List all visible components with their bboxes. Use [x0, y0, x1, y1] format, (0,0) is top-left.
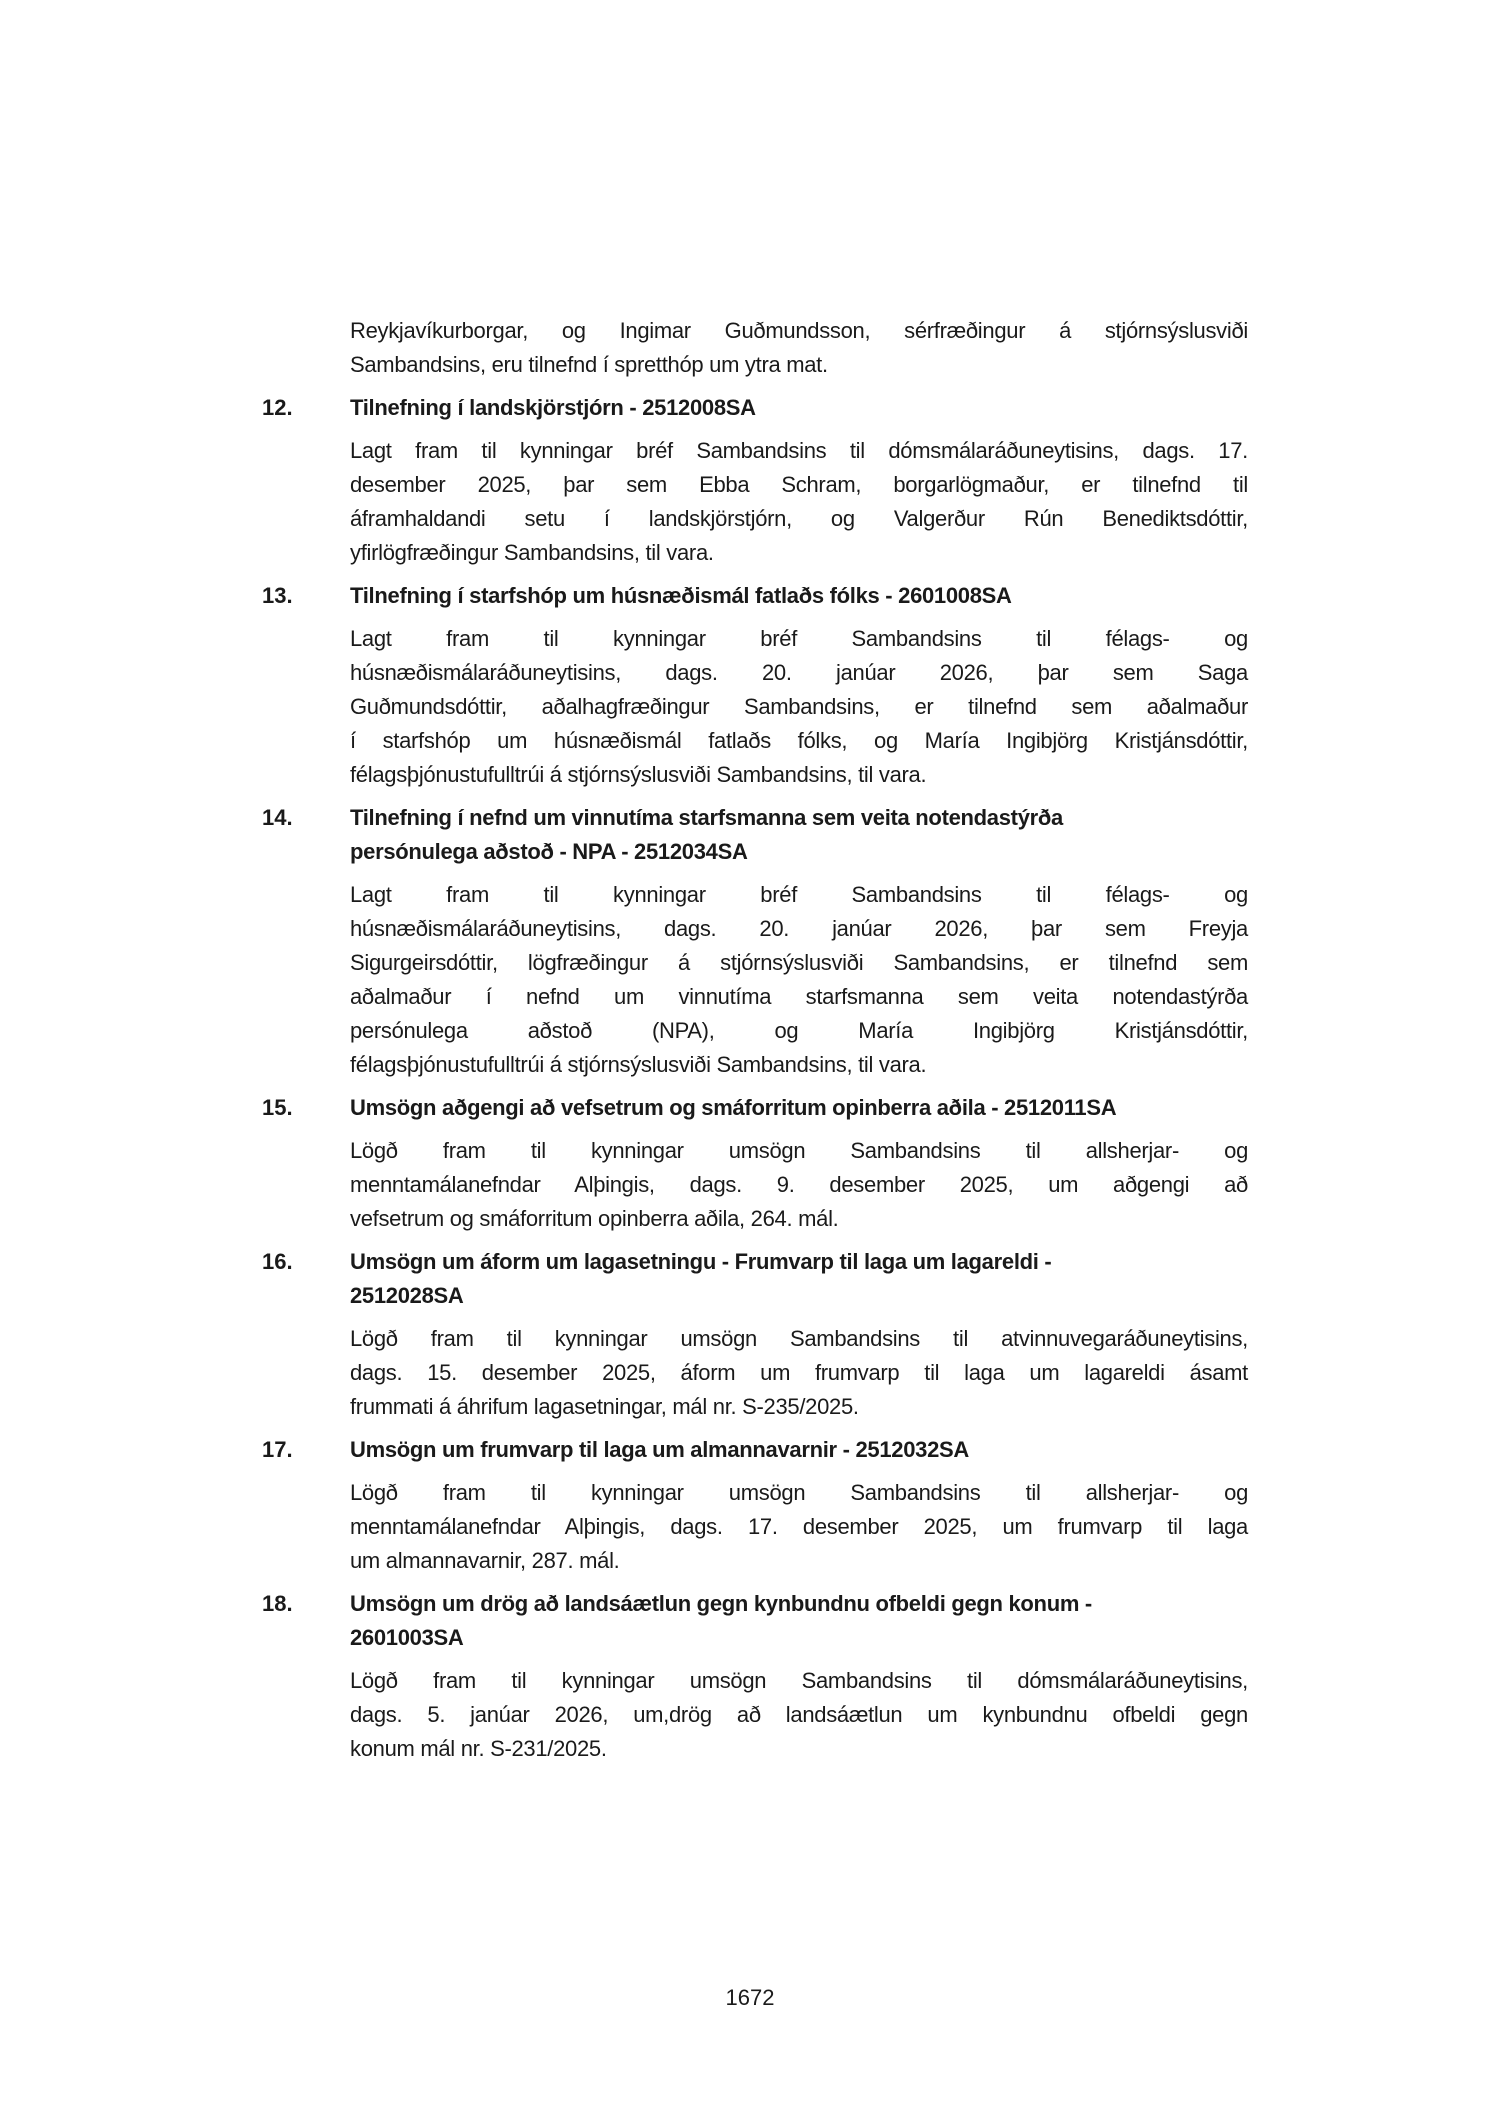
- intro-paragraph: [350, 314, 1248, 382]
- agenda-item-heading: [262, 579, 1248, 613]
- text-line: persónulega aðstoð - NPA - 2512034SA: [350, 839, 748, 864]
- text-line: Lögð fram til kynningar umsögn Sambandsins til allsherjar- og: [350, 1138, 1248, 1163]
- text-line: Lögð fram til kynningar umsögn Sambandsins til dómsmálaráðuneytisins,: [350, 1668, 1248, 1693]
- item-body: [350, 1664, 1248, 1766]
- text-line: vefsetrum og smáforritum opinberra aðila, 264. mál.: [350, 1206, 839, 1231]
- agenda-item-heading: [262, 391, 1248, 425]
- item-title: [350, 1091, 1248, 1125]
- agenda-item-heading: [262, 1091, 1248, 1125]
- text-line: Umsögn um drög að landsáætlun gegn kynbundnu ofbeldi gegn konum -: [350, 1591, 1092, 1616]
- text-line: Umsögn um áform um lagasetningu - Frumvarp til laga um lagareldi -: [350, 1249, 1052, 1274]
- text-line: félagsþjónustufulltrúi á stjórnsýslusviði Sambandsins, til vara.: [350, 762, 927, 787]
- text-line: í starfshóp um húsnæðismál fatlaðs fólks, og María Ingibjörg Kristjánsdóttir,: [350, 728, 1248, 753]
- text-line: Lagt fram til kynningar bréf Sambandsins til félags- og: [350, 882, 1248, 907]
- item-title: [350, 801, 1248, 869]
- text-line: 2601003SA: [350, 1625, 464, 1650]
- text-line: áframhaldandi setu í landskjörstjórn, og Valgerður Rún Benediktsdóttir,: [350, 506, 1248, 531]
- text-line: menntamálanefndar Alþingis, dags. 17. desember 2025, um frumvarp til laga: [350, 1514, 1248, 1539]
- item-body: [350, 622, 1248, 792]
- item-number: 12.: [262, 395, 293, 420]
- item-body: [350, 1476, 1248, 1578]
- item-title: [350, 1587, 1248, 1655]
- text-line: 2512028SA: [350, 1283, 464, 1308]
- item-number: 17.: [262, 1437, 293, 1462]
- page-number: 1672: [725, 1985, 775, 2010]
- text-line: konum mál nr. S-231/2025.: [350, 1736, 607, 1761]
- text-line: frummati á áhrifum lagasetningar, mál nr. S-235/2025.: [350, 1394, 859, 1419]
- text-line: Reykjavíkurborgar, og Ingimar Guðmundsson, sérfræðingur á stjórnsýslusviði: [350, 318, 1248, 343]
- agenda-item-heading: [262, 1433, 1248, 1467]
- item-title: [350, 1433, 1248, 1467]
- item-number: 18.: [262, 1591, 293, 1616]
- text-line: Lögð fram til kynningar umsögn Sambandsins til atvinnuvegaráðuneytisins,: [350, 1326, 1248, 1351]
- text-line: Tilnefning í nefnd um vinnutíma starfsmanna sem veita notendastýrða: [350, 805, 1063, 830]
- item-number: 13.: [262, 583, 293, 608]
- text-line: dags. 5. janúar 2026, um,drög að landsáætlun um kynbundnu ofbeldi gegn: [350, 1702, 1248, 1727]
- item-body: [350, 1322, 1248, 1424]
- text-line: Lagt fram til kynningar bréf Sambandsins til félags- og: [350, 626, 1248, 651]
- agenda-item-heading: [262, 1587, 1248, 1655]
- item-number: 14.: [262, 805, 293, 830]
- agenda-item-heading: [262, 801, 1248, 869]
- text-line: menntamálanefndar Alþingis, dags. 9. desember 2025, um aðgengi að: [350, 1172, 1248, 1197]
- text-line: persónulega aðstoð (NPA), og María Ingibjörg Kristjánsdóttir,: [350, 1018, 1248, 1043]
- text-line: yfirlögfræðingur Sambandsins, til vara.: [350, 540, 714, 565]
- item-number: 16.: [262, 1249, 293, 1274]
- text-line: félagsþjónustufulltrúi á stjórnsýslusviði Sambandsins, til vara.: [350, 1052, 927, 1077]
- text-line: aðalmaður í nefnd um vinnutíma starfsmanna sem veita notendastýrða: [350, 984, 1248, 1009]
- text-line: Sambandsins, eru tilnefnd í spretthóp um ytra mat.: [350, 352, 828, 377]
- text-line: um almannavarnir, 287. mál.: [350, 1548, 620, 1573]
- item-number: 15.: [262, 1095, 293, 1120]
- document-content: [262, 314, 1248, 1775]
- text-line: Tilnefning í starfshóp um húsnæðismál fatlaðs fólks - 2601008SA: [350, 583, 1012, 608]
- text-line: Lagt fram til kynningar bréf Sambandsins til dómsmálaráðuneytisins, dags. 17.: [350, 438, 1248, 463]
- text-line: desember 2025, þar sem Ebba Schram, borgarlögmaður, er tilnefnd til: [350, 472, 1248, 497]
- item-title: [350, 391, 1248, 425]
- item-title: [350, 1245, 1248, 1313]
- agenda-items: [262, 391, 1248, 1766]
- text-line: Umsögn aðgengi að vefsetrum og smáforritum opinberra aðila - 2512011SA: [350, 1095, 1117, 1120]
- text-line: Sigurgeirsdóttir, lögfræðingur á stjórnsýslusviði Sambandsins, er tilnefnd sem: [350, 950, 1248, 975]
- item-body: [350, 1134, 1248, 1236]
- text-line: Guðmundsdóttir, aðalhagfræðingur Sambandsins, er tilnefnd sem aðalmaður: [350, 694, 1248, 719]
- item-body: [350, 434, 1248, 570]
- text-line: Umsögn um frumvarp til laga um almannavarnir - 2512032SA: [350, 1437, 969, 1462]
- text-line: dags. 15. desember 2025, áform um frumvarp til laga um lagareldi ásamt: [350, 1360, 1248, 1385]
- agenda-item-heading: [262, 1245, 1248, 1313]
- text-line: Tilnefning í landskjörstjórn - 2512008SA: [350, 395, 756, 420]
- text-line: Lögð fram til kynningar umsögn Sambandsins til allsherjar- og: [350, 1480, 1248, 1505]
- text-line: húsnæðismálaráðuneytisins, dags. 20. janúar 2026, þar sem Freyja: [350, 916, 1248, 941]
- item-body: [350, 878, 1248, 1082]
- item-title: [350, 579, 1248, 613]
- text-line: húsnæðismálaráðuneytisins, dags. 20. janúar 2026, þar sem Saga: [350, 660, 1248, 685]
